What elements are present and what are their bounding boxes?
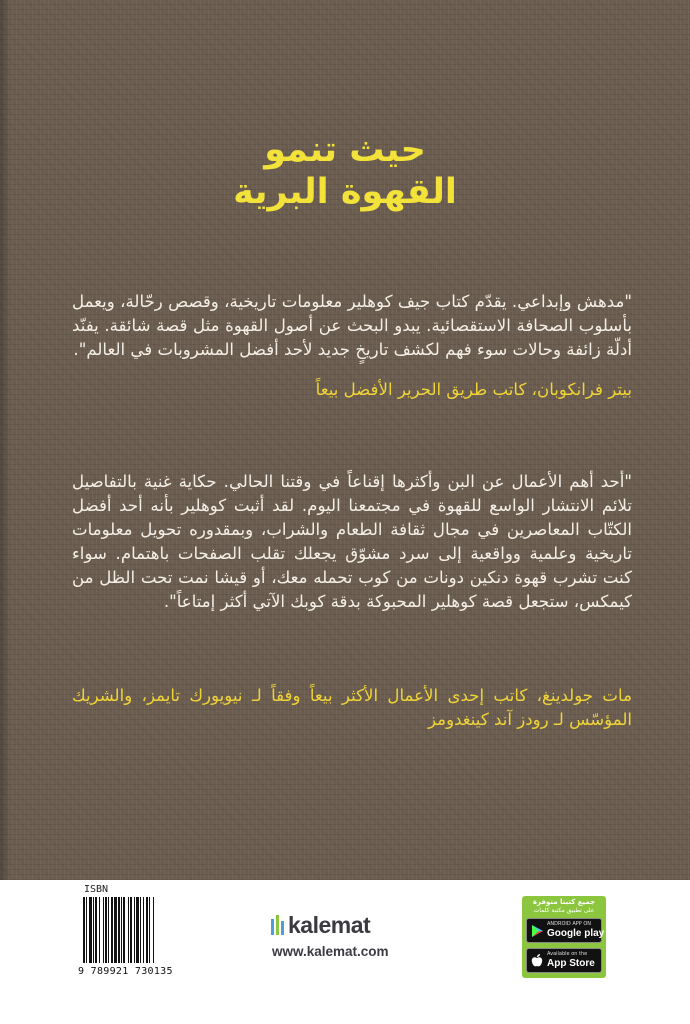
publisher-logo xyxy=(270,912,430,942)
publisher-logo-text: kalemat xyxy=(288,912,371,938)
google-play-label: Google play xyxy=(547,928,605,939)
app-store-label: App Store xyxy=(547,958,595,969)
book-title-line-2: القهوة البرية xyxy=(233,172,457,212)
review-attribution-2: مات جولدينغ، كاتب إحدى الأعمال الأكثر بيعاً وفقاً لـ نيويورك تايمز، والشريك المؤسّس لـ رودز آند كينغدومز xyxy=(72,686,632,729)
review-attribution-1: بيتر فرانكوبان، كاتب طريق الحرير الأفضل بيعاً xyxy=(315,380,632,399)
isbn-barcode xyxy=(78,884,182,979)
apps-tagline: جميع كتبنا متوفرة xyxy=(532,898,596,906)
app-store-small-text: Available on the xyxy=(547,951,588,957)
app-store-button[interactable] xyxy=(526,948,602,973)
apple-icon xyxy=(531,954,543,968)
barcode-icon xyxy=(82,897,180,963)
review-quote-2: "أحد أهم الأعمال عن البن وأكثرها إقناعاً في وقتنا الحالي. حكاية غنية بالتفاصيل تلائم الانتشار الواسع للقهوة في مجتمعنا اليوم. لقد أثبت كوهلير بأنه أحد أفضل الكتّاب المعاصرين في مجال ثقافة الطعام والشراب، وبمقدوره تحويل معلومات تاريخية وعلمية وواقعية إلى سرد مشوّق يجعلك تقلب الصفحات باهتمام. سواء كنت تشرب قهوة دنكين دونات من كوب تحمله معك، أو قيشا نمت تحت الظل من كيمكس، ستجعل قصة كوهلير المحبوكة بدقة كوبك الآتي أكثر إمتاعاً". xyxy=(72,472,632,611)
app-stores-badge xyxy=(522,896,606,978)
publisher-url[interactable]: www.kalemat.com xyxy=(272,944,389,959)
apps-tagline-2: على تطبيق مكتبة كلمات xyxy=(533,907,595,914)
isbn-number: 9 789921 730135 xyxy=(78,966,173,977)
google-play-icon xyxy=(531,924,544,938)
book-title-line-1: حيث تنمو xyxy=(264,130,426,170)
isbn-label: ISBN xyxy=(84,884,109,895)
google-play-button[interactable] xyxy=(526,918,605,943)
kalemat-mark-icon xyxy=(270,915,288,937)
review-quote-1: "مدهش وإبداعي. يقدّم كتاب جيف كوهلير معلومات تاريخية، وقصص رحّالة، ويعمل بأسلوب الصحافة الاستقصائية. يبدو البحث عن أصول القهوة مثل قصة شائقة. يفنّد أدلّة زائفة وحالات سوء فهم لكشف تاريخٍ جديد لأحد أفضل المشروبات في العالم". xyxy=(72,292,632,359)
google-play-small-text: ANDROID APP ON xyxy=(547,921,592,927)
